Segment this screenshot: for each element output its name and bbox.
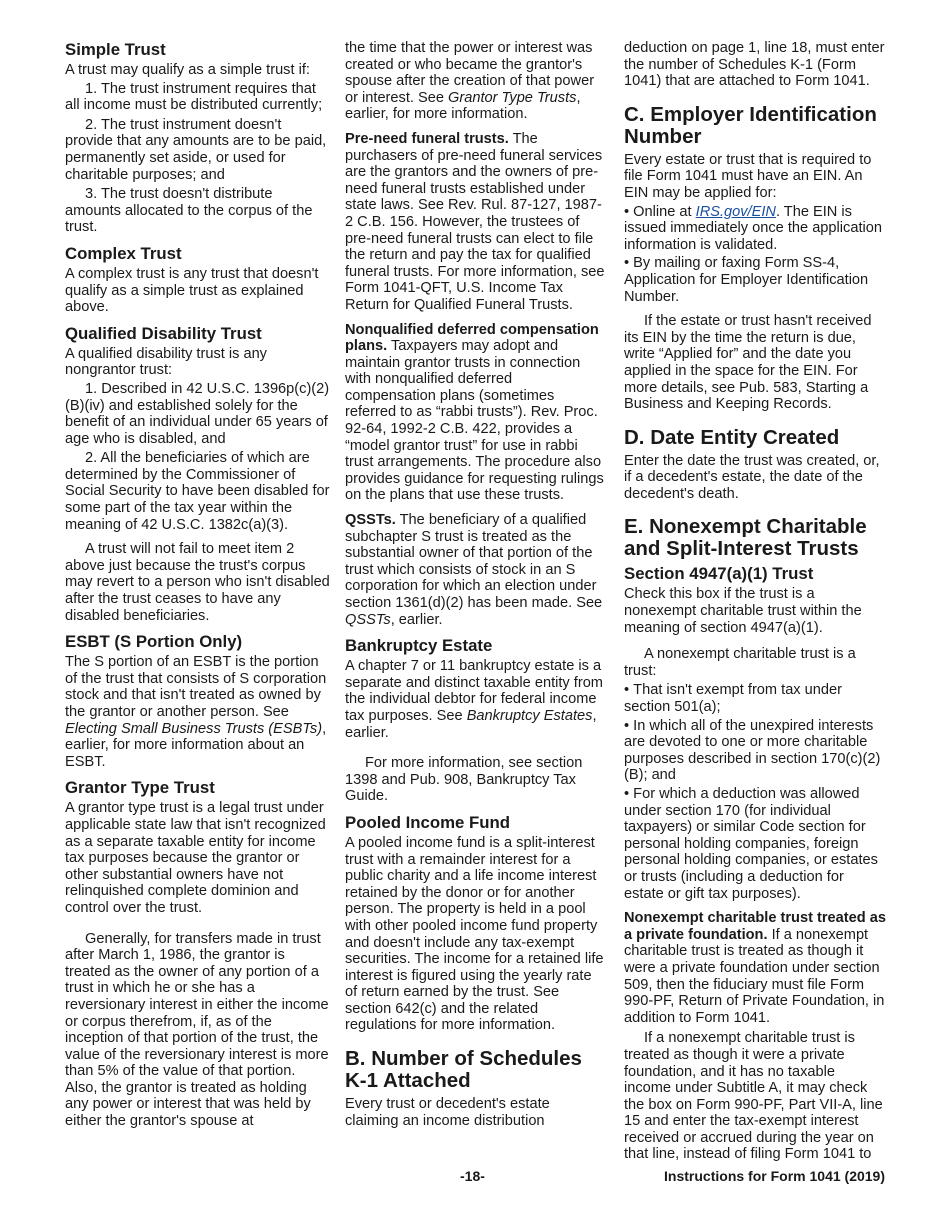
cross-reference: Electing Small Business Trusts (ESBTs) — [65, 720, 323, 737]
bullet-item: • Online at IRS.gov/EIN. The EIN is issued immediately once the application information is validated. — [624, 204, 886, 254]
cross-reference: QSSTs — [345, 611, 391, 628]
column-2 — [345, 40, 607, 1137]
paragraph: Enter the date the trust was created, or, if a decedent's estate, the date of the decedent's death. — [624, 452, 880, 502]
paragraph: A trust may qualify as a simple trust if: — [65, 62, 310, 78]
paragraph: Every trust or decedent's estate claiming an income distribution — [345, 1096, 550, 1129]
paragraph: QSSTs. The beneficiary of a qualified subchapter S trust is treated as the substantial owner of that portion of the trust which consists of stock in an S corporation for which an election under section 1361(d)(2) has been made. See QSSTs, earlier. — [345, 512, 603, 628]
paragraph: If a nonexempt charitable trust is treated as though it were a private foundation, and it has no taxable income under Subtitle A, it may check the box on Form 990-PF, Part VII-A, line 15 and enter the tax-exempt interest received or accrued during the year on that line, instead of filing Form 1041 to — [624, 1030, 883, 1163]
heading-employer-identification-number: C. Employer Identification Number — [624, 102, 877, 148]
run-in-heading: Nonqualified deferred compensation plans. — [345, 321, 599, 355]
paragraph: If the estate or trust hasn't received its EIN by the time the return is due, write “Applied for” and the date you applied in the space for the EIN. For more details, see Pub. 583, Starting a Business and Keeping Records. — [624, 313, 872, 413]
heading-schedules-k1: B. Number of Schedules K-1 Attached — [345, 1047, 582, 1093]
bullet-item: • That isn't exempt from tax under section 501(a); — [624, 682, 886, 715]
paragraph: the time that the power or interest was created or who became the grantor's spouse after the creation of that power or interest. See Grantor Type Trusts, earlier, for more information. — [345, 40, 595, 123]
heading-grantor-type-trust: Grantor Type Trust — [65, 778, 215, 798]
heading-pooled-income-fund: Pooled Income Fund — [345, 812, 511, 832]
paragraph: Nonqualified deferred compensation plans. Taxpayers may adopt and maintain grantor trusts in connection with nonqualified deferred compensation plans (sometimes referred to as “rabbi trusts”). Rev. Proc. 92-64, 1992-2 C.B. 422, provides a “model grantor trust” for use in rabbi trust arrangements. The procedure also provides guidance for requesting rulings on the plans that use these trusts. — [345, 321, 604, 504]
paragraph: A trust will not fail to meet item 2 above just because the trust's corpus may revert to a person who isn't disabled after the trust ceases to have any disabled beneficiaries. — [65, 541, 330, 624]
paragraph: A pooled income fund is a split-interest trust with a remainder interest for a public charity and a life income interest retained by the donor or for another person. The property is held in a pool with other pooled income fund property and doesn't include any tax-exempt securities. The income for a retained life interest is figured using the yearly rate of return earned by the trust. See section 642(c) and the related regulations for more information. — [345, 834, 604, 1034]
paragraph: A grantor type trust is a legal trust under applicable state law that isn't recognized as a separate taxable entity for income tax purposes because the grantor or other substantial owners have not relinquished complete dominion and control over the trust. — [65, 800, 326, 916]
column-3 — [624, 40, 886, 1171]
cross-reference: Bankruptcy Estates — [466, 707, 593, 724]
heading-qualified-disability-trust: Qualified Disability Trust — [65, 323, 262, 343]
paragraph: A nonexempt charitable trust is a trust: — [624, 646, 856, 679]
paragraph: A qualified disability trust is any nongrantor trust: — [65, 345, 267, 379]
page-number: -18- — [460, 1168, 485, 1184]
cross-reference: Grantor Type Trusts — [448, 89, 577, 106]
paragraph: Generally, for transfers made in trust after March 1, 1986, the grantor is treated as the owner of any portion of a trust in which he or she has a reversionary interest in either the income or corpus therefrom, if, as of the inception of that portion of the trust, the value of the reversionary interest is more than 5% of the value of that portion. Also, the grantor is treated as holding any power or interest that was held by either the grantor's spouse at — [65, 930, 329, 1130]
paragraph: Check this box if the trust is a nonexempt charitable trust within the meaning of section 4947(a)(1). — [624, 586, 862, 636]
heading-complex-trust: Complex Trust — [65, 243, 182, 263]
bullet-item: • In which all of the unexpired interests are devoted to one or more charitable purposes described in section 170(c)(2)(B); and — [624, 718, 886, 784]
paragraph: For more information, see section 1398 and Pub. 908, Bankruptcy Tax Guide. — [345, 755, 583, 805]
paragraph: A complex trust is any trust that doesn't qualify as a simple trust as explained above. — [65, 265, 319, 316]
bullet-item: • By mailing or faxing Form SS-4, Application for Employer Identification Number. — [624, 255, 886, 305]
list-item: 1. The trust instrument requires that all income must be distributed currently; — [65, 80, 323, 114]
run-in-heading: QSSTs. — [345, 512, 396, 529]
paragraph: deduction on page 1, line 18, must enter the number of Schedules K-1 (Form 1041) that are attached to Form 1041. — [624, 40, 885, 90]
heading-nonexempt-charitable-trusts: E. Nonexempt Charitable and Split-Interest Trusts — [624, 515, 867, 561]
bullet-item: • For which a deduction was allowed under section 170 (for individual taxpayers) or similar Code section for personal holding companies, foreign personal holding companies, or estates or trusts (including a deduction for estate or gift tax purposes). — [624, 786, 886, 902]
paragraph: Pre-need funeral trusts. The purchasers of pre-need funeral services are the grantors and the owners of pre-need funeral trusts established under state laws. See Rev. Rul. 87-127, 1987-2 C.B. 156. However, the trustees of pre-need funeral trusts can elect to file the return and pay the tax for qualified funeral trusts. For more information, see Form 1041-QFT, U.S. Income Tax Return for Qualified Funeral Trusts. — [345, 130, 605, 313]
list-item: 2. The trust instrument doesn't provide that any amounts are to be paid, permanently set aside, or used for charitable purposes; and — [65, 116, 327, 183]
heading-simple-trust: Simple Trust — [65, 40, 166, 59]
heading-esbt: ESBT (S Portion Only) — [65, 632, 243, 652]
list-item: 1. Described in 42 U.S.C. 1396p(c)(2)(B)(iv) and established solely for the benefit of an individual under 65 years of age who is disabled, and — [65, 380, 330, 447]
run-in-heading: Pre-need funeral trusts. — [345, 130, 509, 147]
irs-ein-link[interactable]: IRS.gov/EIN — [695, 203, 776, 220]
paragraph: The S portion of an ESBT is the portion of the trust that consists of S corporation stock and that isn't treated as owned by the grantor or another person. See Electing Small Business Trusts (ESBTs), earlier, for more information about an ESBT. — [65, 654, 327, 770]
paragraph: Every estate or trust that is required to file Form 1041 must have an EIN. An EIN may be applied for: — [624, 151, 872, 201]
heading-section-4947a1-trust: Section 4947(a)(1) Trust — [624, 564, 814, 584]
form-title: Instructions for Form 1041 (2019) — [664, 1168, 885, 1184]
heading-date-entity-created: D. Date Entity Created — [624, 425, 840, 449]
list-item: 3. The trust doesn't distribute amounts allocated to the corpus of the trust. — [65, 186, 313, 236]
run-in-heading: Nonexempt charitable trust treated as a private foundation. — [624, 910, 886, 943]
heading-bankruptcy-estate: Bankruptcy Estate — [345, 636, 493, 656]
paragraph: Nonexempt charitable trust treated as a private foundation. If a nonexempt charitable trust is treated as though it were a private foundation under section 509, then the fiduciary must file Form 990-PF, Return of Private Foundation, in addition to Form 1041. — [624, 910, 886, 1026]
column-1 — [65, 40, 330, 1138]
list-item: 2. All the beneficiaries of which are determined by the Commissioner of Social Security to have been disabled for some part of the tax year within the meaning of 42 U.S.C. 1382c(a)(3). — [65, 450, 330, 533]
paragraph: A chapter 7 or 11 bankruptcy estate is a separate and distinct taxable entity from the individual debtor for federal income tax purposes. See Bankruptcy Estates, earlier. — [345, 658, 603, 741]
